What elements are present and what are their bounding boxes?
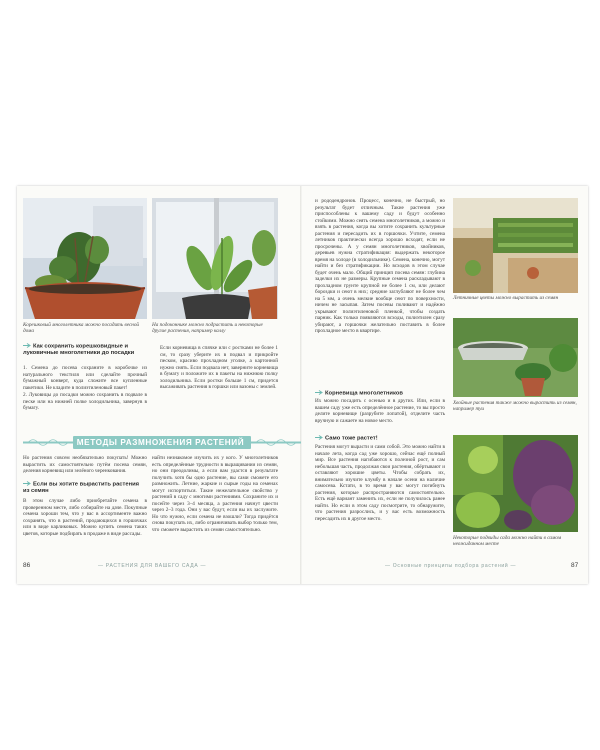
photo-greenhouse-seedlings xyxy=(453,198,578,293)
footer-right: — Основные принципы подбора растений — xyxy=(385,563,517,569)
page-number-left: 86 xyxy=(23,562,31,569)
col1-intro: Но растения совсем необязательно покупать! Можно вырастить их самостоятельно путём посева семян, деления корневищ или зелёного черенкования. xyxy=(23,455,147,474)
page-number-right: 87 xyxy=(571,562,579,569)
photo-calla-windowsill xyxy=(152,198,278,319)
col1-text: В этом случае либо приобретайте семена в проверенном месте, либо собирайте на даче. Покупные семена хороши тем, что у вас в ассортименте важно сохранять, что в растений, продающихся в горшочках или в виде карликовых. Можно купить семена таких цветов, которые подбирать в продаже в виде рассады. xyxy=(23,498,147,537)
right-photo2-caption: Хвойные растения также можно вырастить из семян, например туи xyxy=(453,400,577,413)
right-heading-rhizomes: Корневища многолетников xyxy=(315,390,445,397)
col2-text: найти незнакомое изучить их у кого. У многолетников есть определённые трудности в выращивании из семян, но они преодолимы, а если вам удастся в результате получить хотя бы одно растение, вы сами сможете его размножить. Летние, жаркие и сырые годы на семенах могут испортиться. Такие нежелательное свойство у растений в саду с многими растениями. Сохраните их и посейте через 3–4 месяца, а растения начнут цвести через 2–3 года. Они у вас будут, если вы их заслужите. Но что нужно, если семена не взошли? Тогда придётся снова покупать их, либо ограничивать выбор только тем, что сможете вырастить из семян самостоятельно. xyxy=(152,455,278,533)
right-photo1-caption: Летничные цветы можно вырастить из семян xyxy=(453,295,559,301)
sidebar-item: 1. Семена до посева сохраните в коробочке из натурального текстиля или сделайте прочный бумажный конверт, куда сложите все купленные пакетики. Не кладите в полиэтиленовый пакет! xyxy=(23,365,147,391)
photo-conifer-pot xyxy=(453,318,578,397)
leaf-bullet-icon xyxy=(23,481,31,486)
right-photo3-caption: Некоторые подвиды сада можно найти в самом неожиданном месте xyxy=(453,535,562,548)
right-heading-self-seeding: Само тоже растет! xyxy=(315,435,445,442)
footer-left: — РАСТЕНИЯ ДЛЯ ВАШЕГО САДА — xyxy=(98,563,207,569)
photo1-caption: Корешковый многолетника можно посадить весной дома xyxy=(23,322,140,335)
col1-heading: Если вы хотите вырастить растения из семян xyxy=(23,481,140,495)
leaf-bullet-icon xyxy=(315,390,323,395)
sidebar-heading: Как сохранить корешковидные и луковичные многолетники до посадки xyxy=(23,343,135,357)
photo-potted-plant-seedlings xyxy=(23,198,147,319)
right-col1-text: и рододендронов. Процесс, конечно, не быстрый, но результат будет отличным. Такие растения уже приспособлены к вашему саду и будут особенно стойкими. Можно сеять семена многолетников, а можно и взять в растения, когда вы хотите сохранить культурные растения и пересадить их в горшочки. Учтите, семена летников практически всегда хорошо всходят, если не просрочены. А у семян многолетников, хвойников, деревьев нужна стратификация: выдержать некоторое время на холоде (в холодильнике). Семена, конечно, могут найти и без стратификации. Но всходов в этом случае будет очень мало. Общий принцип посева семян: глубина заделки их не размеры. Крупные семена раскладывают в прохладном грунте крупной не более 1 см, или делают бороздки и сеют в них; средние заглубляют не более чем на 5 мм, а очень мелкие вообще сеют по поверхности, ничем не засыпая. Затем посевы поливают и надёжно укрывают полиэтиленовой пленкой, чтобы создать парник. Как только появляются всходы, полиэтилен сразу убирают, а горшочки желательно поставить в более прохладное место в квартире. xyxy=(315,198,445,334)
book-gutter xyxy=(300,186,302,584)
mid-paragraph: Если корневища в спячке или с ростками не более 1 см, то сразу уберите их в подвал и прикройте песком, красиво прохладном уголке, а картонной нужно снять. Если подвала нет, заверните корневища в бумагу и положите их в пакеты на нижнюю полку холодильника. Если ростки больше 1 см, придется высаживать растения в горшки или вазоны с землей. xyxy=(160,345,278,390)
section-title: МЕТОДЫ РАЗМНОЖЕНИЯ РАСТЕНИЙ xyxy=(76,438,245,447)
right-rhizomes-text: Их можно посадить с осенью и в других. Или, если в вашем саду уже есть определённое растение, то вы просто делите корневище (разрубите лопатой), отделите часть вручную и сажаете на новое место. xyxy=(315,398,445,424)
photo-garden-bed xyxy=(453,435,578,532)
leaf-bullet-icon xyxy=(23,343,31,348)
right-self-seeding-text: Растения могут вырасти и сами собой. Это можно найти в начале лета, когда сад уже хорошо, сейчас ещё полный мир. Все растения нагибаются к полезной рост, и сам небольшая часть, продолжая свои растения, обёртывают и оставляют хорошие цветы. Чтобы собрать их, внимательно изучите клумбу в начале осени на наличие самосева. Кстати, в то время у вас могут погибнуть растения, которые распространяются самостоятельно. Есть ещё вариант заменить их, если не получилось ранее найти. Но если в этом саду посмотрите, то обнаружите, что растения разрослись, и у вас есть возможность пересадить их в другое место. xyxy=(315,444,445,522)
sidebar-list xyxy=(23,365,147,413)
leaf-bullet-icon xyxy=(315,435,323,440)
sidebar-item: 2. Луковицы до посадки можно сохранить в подвале в песке или на нижней полке холодильника, завернув в бумагу. xyxy=(23,392,147,411)
photo2-caption: На подоконнике можно подрастить и некоторые другие растения, например каллу xyxy=(152,322,263,335)
